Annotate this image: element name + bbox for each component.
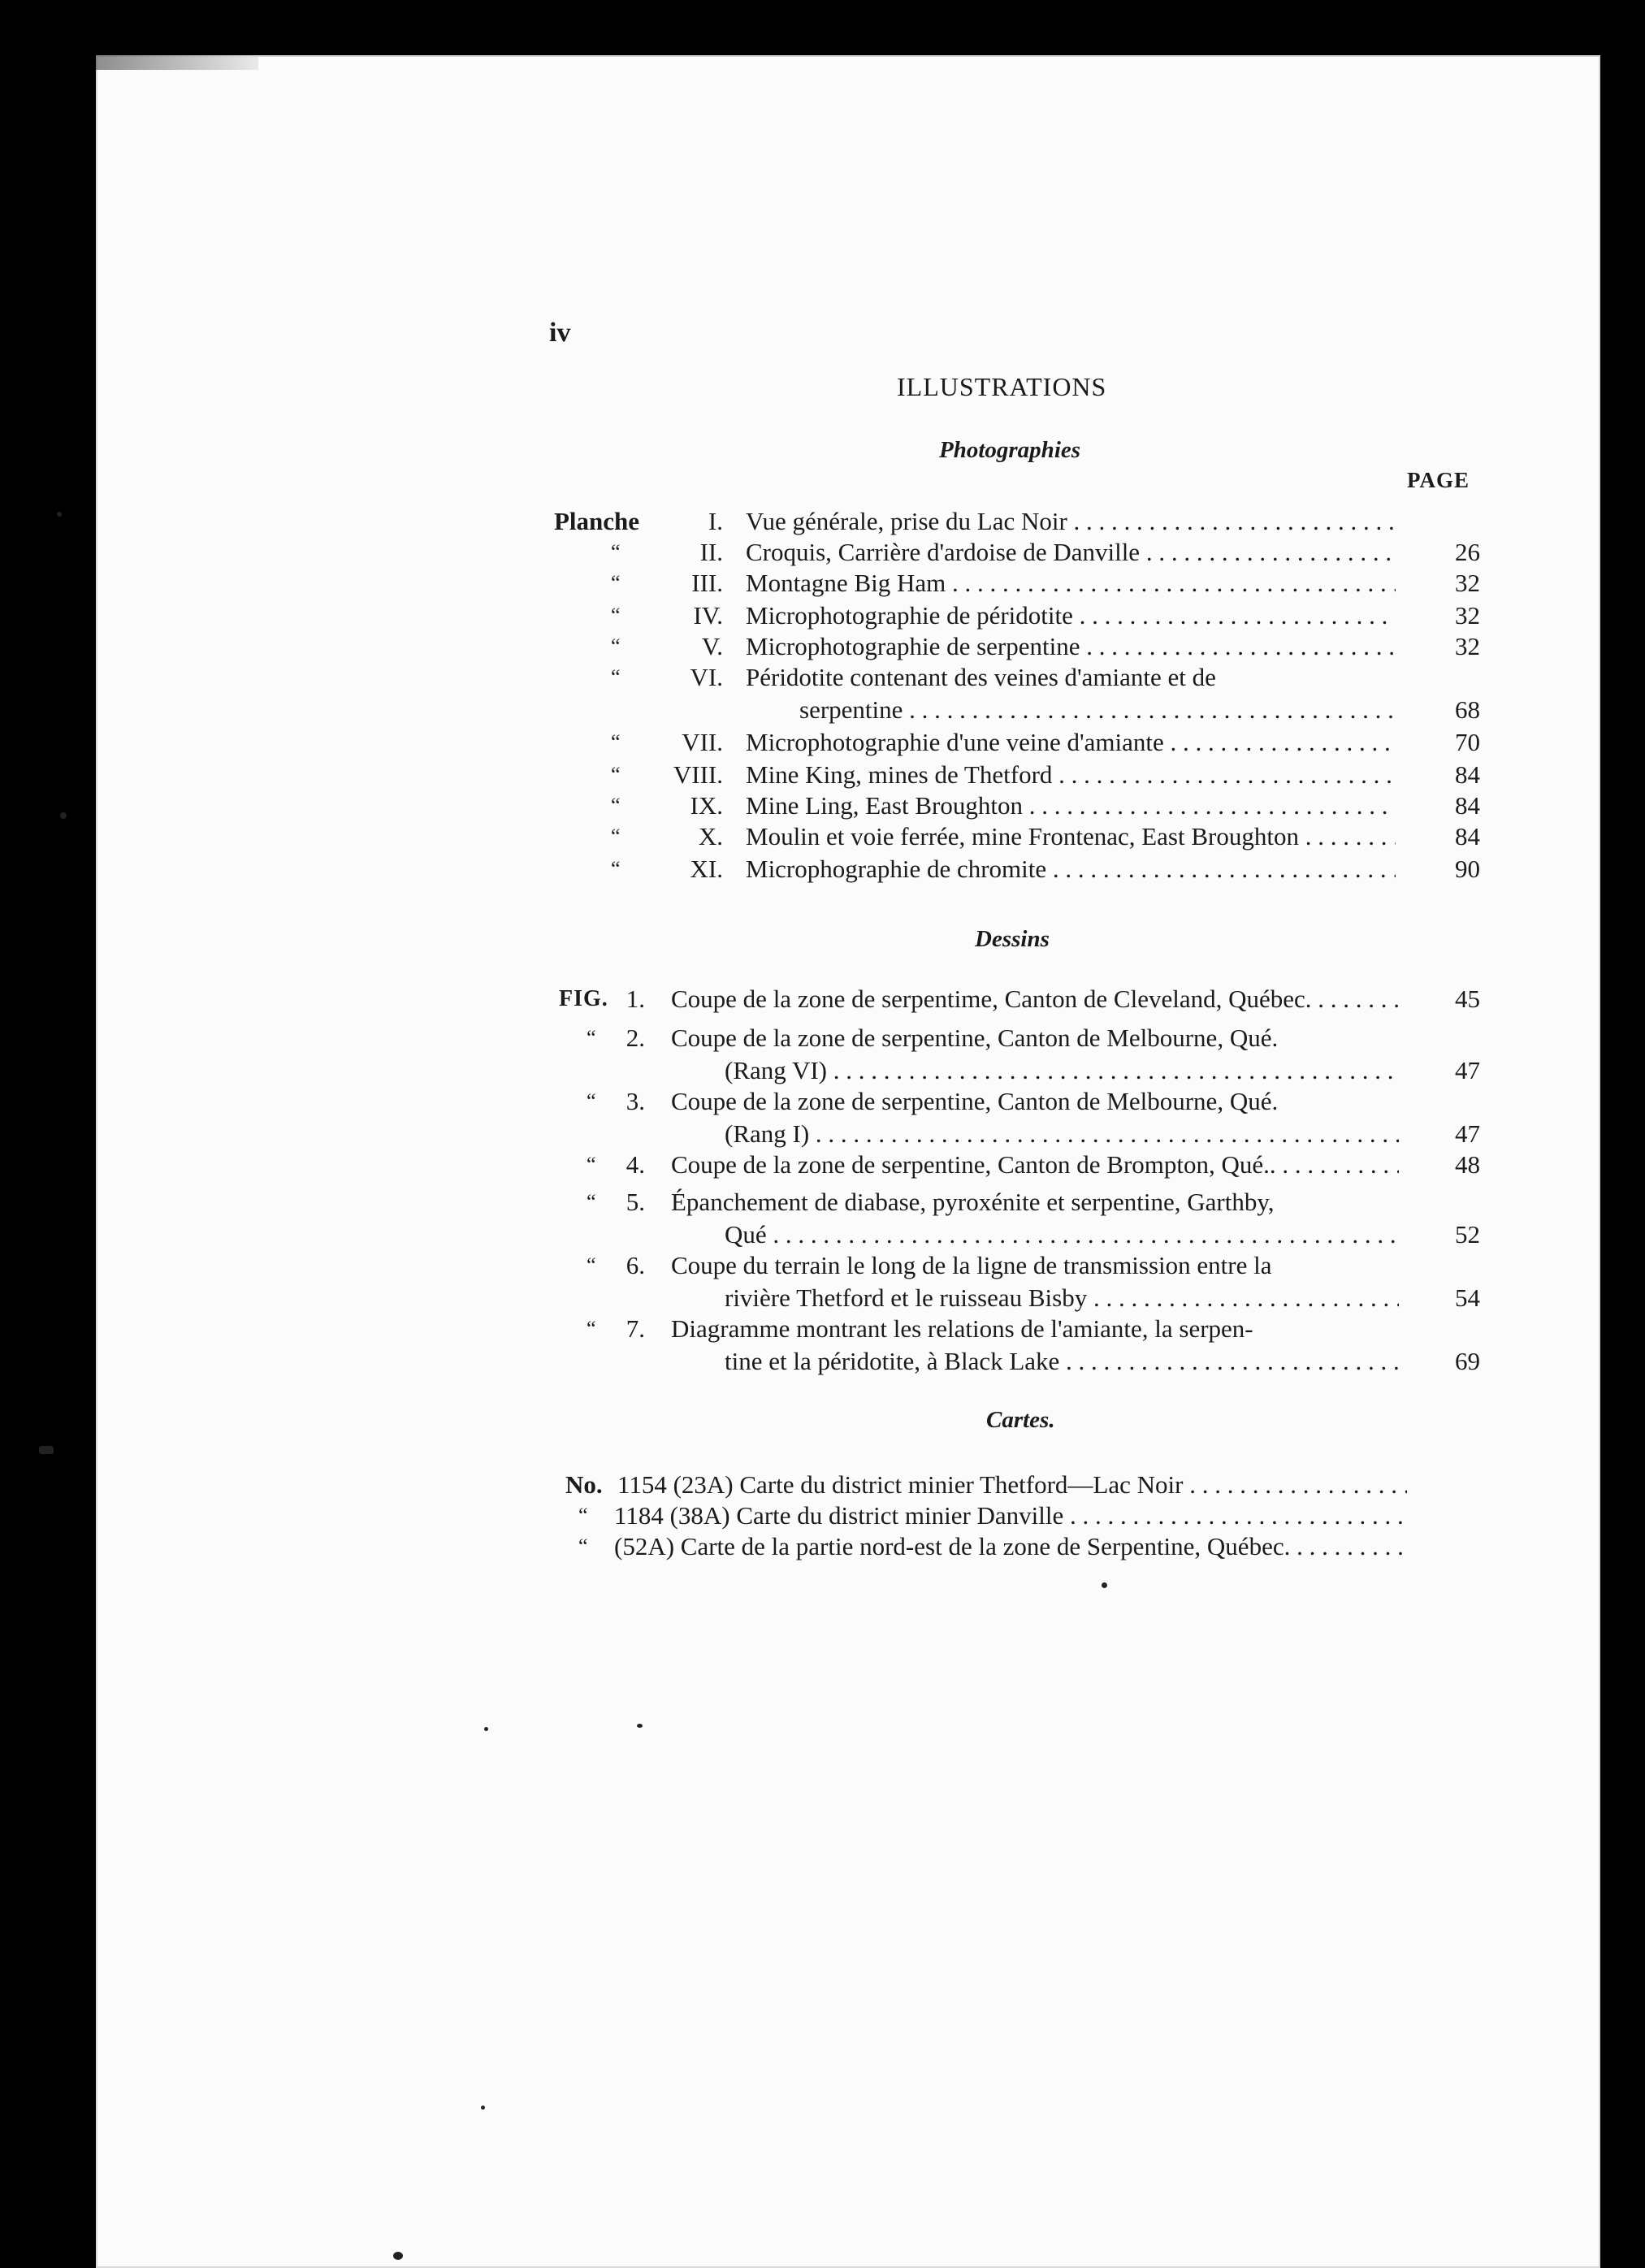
plate-label: “ — [611, 634, 621, 658]
figure-caption-line: Qué . . . — [725, 1220, 1399, 1249]
figure-page-number: 52 — [1455, 1220, 1480, 1249]
plate-page-number: 84 — [1455, 791, 1480, 820]
plate-page-number: 70 — [1455, 728, 1480, 756]
plate-page-number: 32 — [1455, 601, 1480, 630]
figure-number: 1. — [626, 985, 645, 1013]
plate-label: “ — [611, 763, 621, 786]
plate-page-number: 84 — [1455, 760, 1480, 789]
figure-page-number: 47 — [1455, 1119, 1480, 1148]
figure-caption-line: Coupe du terrain le long de la ligne de transmission entre la — [671, 1251, 1272, 1279]
plate-page-number: 90 — [1455, 855, 1480, 883]
plate-label: “ — [611, 730, 621, 754]
figure-page-number: 45 — [1455, 985, 1480, 1013]
plate-page-number: 26 — [1455, 538, 1480, 566]
plate-number: VI. — [690, 663, 723, 691]
plate-caption-line: Mine Ling, East Broughton . . . — [746, 791, 1396, 820]
plate-number: I. — [708, 507, 723, 535]
plate-label: “ — [611, 665, 621, 689]
map-label: “ — [578, 1534, 588, 1558]
plate-caption-line: Vue générale, prise du Lac Noir . . . — [746, 507, 1396, 536]
plate-label: “ — [611, 825, 621, 848]
plate-page-number: 32 — [1455, 569, 1480, 597]
map-caption: 1184 (38A) Carte du district minier Danville . . . — [614, 1501, 1407, 1530]
figure-page-number: 48 — [1455, 1150, 1480, 1179]
figure-caption-line: Coupe de la zone de serpentime, Canton de Cleveland, Québec. . . . — [671, 985, 1399, 1014]
plate-caption-line: Microphotographie d'une veine d'amiante . . . — [746, 728, 1396, 757]
figure-label: “ — [587, 1153, 596, 1176]
figure-caption-line: tine et la péridotite, à Black Lake . . . — [725, 1347, 1399, 1376]
page-title: ILLUSTRATIONS — [897, 372, 1107, 401]
figure-caption-line: rivière Thetford et le ruisseau Bisby . . . — [725, 1283, 1399, 1313]
plate-caption-line: Mine King, mines de Thetford . . . — [746, 760, 1396, 790]
plate-caption-line: Péridotite contenant des veines d'amiante et de — [746, 663, 1216, 691]
figure-number: 2. — [626, 1024, 645, 1052]
scan-speck — [481, 2106, 485, 2110]
plate-number: X. — [698, 822, 723, 850]
figure-caption-line: Diagramme montrant les relations de l'amiante, la serpen- — [671, 1314, 1253, 1343]
figure-page-number: 69 — [1455, 1347, 1480, 1375]
plate-label: “ — [611, 794, 621, 817]
figure-label: “ — [587, 1317, 596, 1340]
plate-label: “ — [611, 857, 621, 881]
figure-label: “ — [587, 1089, 596, 1113]
page-folio: iv — [549, 318, 571, 348]
plate-caption-line: serpentine . . . — [799, 695, 1396, 725]
figure-caption-line: Coupe de la zone de serpentine, Canton de Melbourne, Qué. — [671, 1087, 1279, 1115]
map-caption: (52A) Carte de la partie nord-est de la zone de Serpentine, Québec. . . . — [614, 1532, 1407, 1561]
plate-number: IX. — [690, 791, 723, 820]
map-label: “ — [578, 1504, 588, 1527]
plate-page-number: 32 — [1455, 632, 1480, 660]
plate-caption-line: Moulin et voie ferrée, mine Frontenac, East Broughton . . . — [746, 822, 1396, 851]
section-heading-photographies: Photographies — [939, 437, 1081, 463]
figure-caption-line: Épanchement de diabase, pyroxénite et serpentine, Garthby, — [671, 1188, 1275, 1216]
figure-caption-line: (Rang VI) . . . — [725, 1056, 1399, 1085]
scan-speck — [484, 1727, 488, 1731]
scan-speck — [637, 1724, 643, 1728]
scan-speck — [57, 512, 62, 517]
plate-caption-line: Microphographie de chromite . . . — [746, 855, 1396, 884]
plate-label: “ — [611, 604, 621, 627]
figure-label: FIG. — [559, 986, 608, 1011]
figure-page-number: 47 — [1455, 1056, 1480, 1084]
figure-caption-line: Coupe de la zone de serpentine, Canton de Melbourne, Qué. — [671, 1024, 1279, 1052]
plate-caption-line: Microphotographie de serpentine . . . — [746, 632, 1396, 661]
section-heading-dessins: Dessins — [975, 926, 1050, 952]
figure-label: “ — [587, 1253, 596, 1277]
figure-caption-line: Coupe de la zone de serpentine, Canton de Brompton, Qué.. . . . — [671, 1150, 1399, 1179]
map-caption: 1154 (23A) Carte du district minier Thetford—Lac Noir . . . — [617, 1470, 1407, 1500]
figure-caption-line: (Rang I) . . . — [725, 1119, 1399, 1149]
figure-number: 3. — [626, 1087, 645, 1115]
figure-number: 4. — [626, 1150, 645, 1179]
section-heading-cartes: Cartes. — [986, 1407, 1055, 1433]
scan-speck — [39, 1446, 54, 1454]
plate-number: V. — [701, 632, 723, 660]
plate-number: VIII. — [673, 760, 723, 789]
plate-number: XI. — [690, 855, 723, 883]
plate-page-number: 68 — [1455, 695, 1480, 724]
page-column-header: PAGE — [1407, 468, 1470, 492]
plate-caption-line: Montagne Big Ham . . . — [746, 569, 1396, 598]
plate-number: IV. — [693, 601, 723, 630]
figure-label: “ — [587, 1190, 596, 1214]
figure-label: “ — [587, 1026, 596, 1050]
plate-page-number: 84 — [1455, 822, 1480, 850]
plate-number: VII. — [682, 728, 723, 756]
scan-speck — [393, 2252, 403, 2260]
plate-caption-line: Croquis, Carrière d'ardoise de Danville . . . — [746, 538, 1396, 567]
plate-caption-line: Microphotographie de péridotite . . . — [746, 601, 1396, 630]
scan-speck — [60, 812, 67, 819]
plate-label: “ — [611, 571, 621, 595]
figure-page-number: 54 — [1455, 1283, 1480, 1312]
figure-number: 6. — [626, 1251, 645, 1279]
plate-label: “ — [611, 540, 621, 564]
figure-number: 5. — [626, 1188, 645, 1216]
plate-label: Planche — [554, 507, 640, 535]
plate-number: III. — [691, 569, 723, 597]
map-label: No. — [565, 1470, 603, 1499]
plate-number: II. — [699, 538, 723, 566]
scan-speck — [1102, 1582, 1107, 1588]
figure-number: 7. — [626, 1314, 645, 1343]
